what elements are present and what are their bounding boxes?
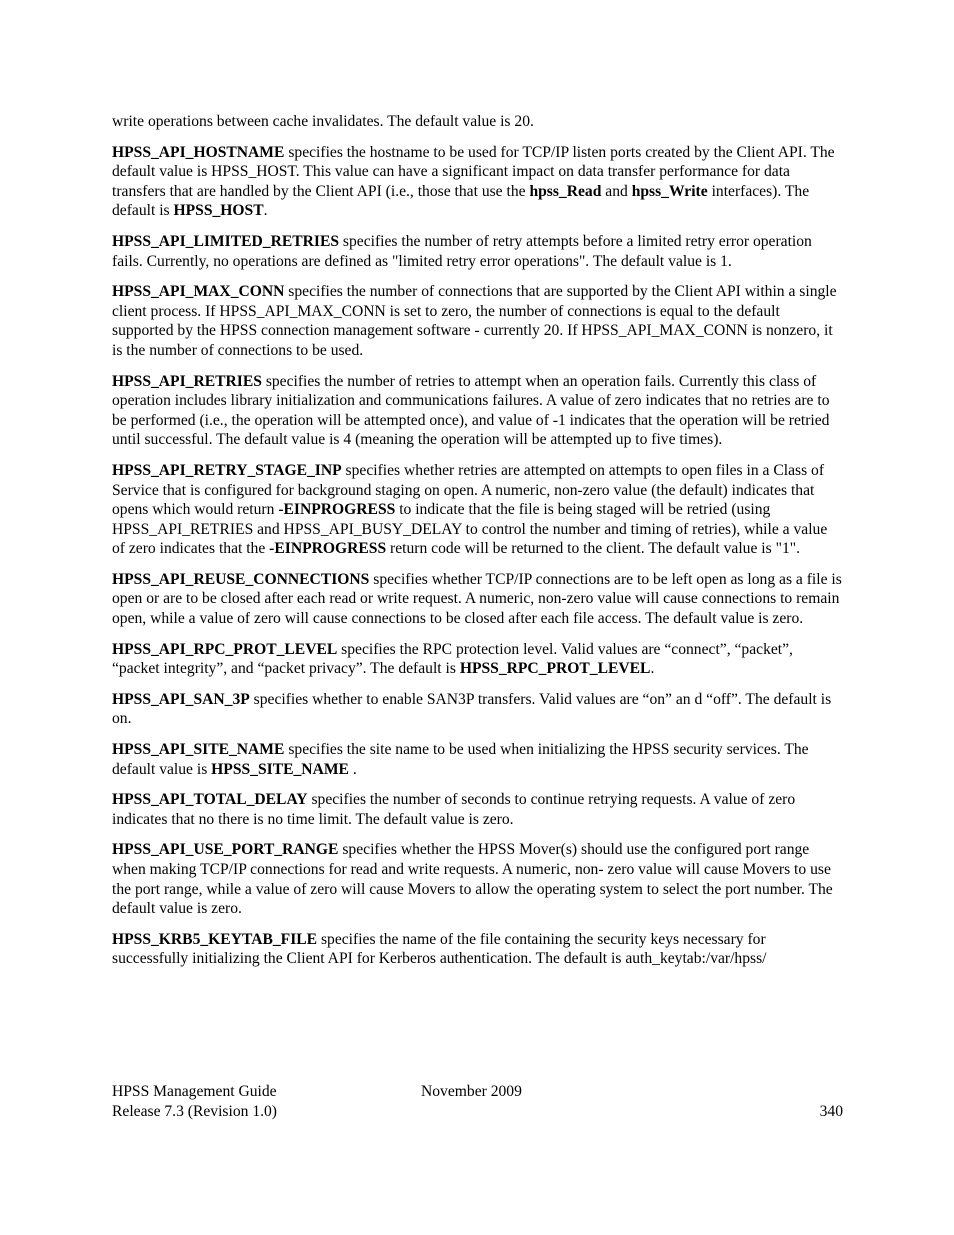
text-run: write operations between cache invalidates. The default value is 20.	[112, 113, 534, 130]
paragraph	[112, 690, 843, 729]
paragraph	[112, 930, 843, 969]
text-run: specifies the RPC protection level. Valid values are “connect”, “packet”, “packet integrity”, and “packet privacy”. The default is	[112, 640, 793, 678]
bold-term: hpss_Write	[631, 182, 708, 200]
bold-term: HPSS_API_REUSE_CONNECTIONS	[112, 570, 370, 588]
bold-term: HPSS_HOST	[173, 202, 264, 220]
paragraph	[112, 840, 843, 918]
paragraph	[112, 143, 843, 221]
bold-term: HPSS_API_RPC_PROT_LEVEL	[112, 640, 338, 658]
bold-term: HPSS_SITE_NAME	[211, 760, 349, 778]
bold-term: HPSS_API_USE_PORT_RANGE	[112, 841, 339, 859]
text-run: specifies the name of the file containing the security keys necessary for successfully initializing the Client API for Kerberos authentication. The default is auth_keytab:/var/hpss/	[112, 930, 767, 968]
footer-guide-title: HPSS Management Guide	[112, 1083, 277, 1100]
bold-term: HPSS_API_TOTAL_DELAY	[112, 791, 308, 809]
bold-term: HPSS_KRB5_KEYTAB_FILE	[112, 930, 318, 948]
bold-term: -EINPROGRESS	[269, 540, 387, 558]
text-run: to indicate that the file is being staged will be retried (using HPSS_API_RETRIES and HPSS_API_BUSY_DELAY to control the number and timing of retries), while a value of zero indicates that the	[112, 501, 828, 558]
footer-date: November 2009	[421, 1083, 522, 1100]
text-run: specifies whether the HPSS Mover(s) should use the configured port range when making TCP/IP connections for read and write requests. A numeric, non- zero value will cause Movers to use the port range, while a value of zero will cause Movers to allow the operating system to select the port number. The default value is zero.	[112, 841, 833, 918]
text-run: specifies whether to enable SAN3P transfers. Valid values are “on” an d “off”. The default is on.	[112, 690, 832, 728]
bold-term: -EINPROGRESS	[278, 501, 396, 519]
bold-term: HPSS_API_RETRY_STAGE_INP	[112, 461, 342, 479]
bold-term: HPSS_API_RETRIES	[112, 372, 262, 390]
paragraph	[112, 570, 843, 629]
paragraph	[112, 372, 843, 450]
paragraph	[112, 740, 843, 779]
paragraph	[112, 232, 843, 271]
bold-term: HPSS_RPC_PROT_LEVEL	[459, 660, 651, 678]
bold-term: HPSS_API_HOSTNAME	[112, 143, 285, 161]
text-run: specifies the number of retry attempts before a limited retry error operation fails. Currently, no operations are defined as "limited retry error operations". The default value is 1.	[112, 232, 812, 270]
bold-term: HPSS_API_MAX_CONN	[112, 283, 285, 301]
text-run: return code will be returned to the client. The default value is "1".	[386, 540, 800, 558]
text-run: specifies whether retries are attempted on attempts to open files in a Class of Service that is configured for background staging on open. A numeric, non-zero value (the default) indicates that opens which would return	[112, 461, 825, 519]
text-run: specifies the number of connections that are supported by the Client API within a single client process. If HPSS_API_MAX_CONN is set to zero, the number of connections is equal to the default supported by the HPSS connection management software - currently 20. If HPSS_API_MAX_CONN is nonzero, it is the number of connections to be used.	[112, 283, 837, 359]
text-run: specifies the number of retries to attempt when an operation fails. Currently this class of operation includes library initialization and communications failures. A value of zero indicates that no retries are to be performed (i.e., the operation will be attempted once), and value of -1 indicates that the operation will be retried until successful. The default value is 4 (meaning the operation will be attempted up to five times).	[112, 372, 830, 449]
text-run: specifies the site name to be used when initializing the HPSS security services. The default value is	[112, 741, 809, 778]
paragraph	[112, 112, 843, 132]
text-run: .	[263, 202, 268, 220]
paragraph	[112, 640, 843, 679]
footer-page-number: 340	[819, 1103, 843, 1120]
text-run: .	[650, 660, 655, 678]
text-run: specifies the hostname to be used for TCP/IP listen ports created by the Client API. The default value is HPSS_HOST. This value can have a significant impact on data transfer performance for data transfers that are handled by the Client API (i.e., those that use the	[112, 143, 835, 200]
bold-term: hpss_Read	[529, 182, 602, 200]
text-run: and	[601, 182, 632, 200]
text-run: specifies the number of seconds to continue retrying requests. A value of zero indicates that no there is no time limit. The default value is zero.	[112, 791, 796, 828]
footer-release: Release 7.3 (Revision 1.0)	[112, 1103, 277, 1120]
text-run: specifies whether TCP/IP connections are to be left open as long as a file is open or are to be closed after each read or write request. A numeric, non-zero value will cause connections to remain open, while a value of zero will cause connections to be closed after each file access. The default value is zero.	[112, 570, 842, 628]
footer-left	[112, 1082, 277, 1122]
page-body	[112, 112, 843, 980]
paragraph	[112, 282, 843, 360]
bold-term: HPSS_API_LIMITED_RETRIES	[112, 232, 340, 250]
bold-term: HPSS_API_SAN_3P	[112, 690, 250, 708]
paragraph	[112, 461, 843, 559]
paragraph	[112, 790, 843, 829]
text-run: .	[348, 760, 357, 778]
text-run: interfaces). The default is	[112, 182, 810, 220]
bold-term: HPSS_API_SITE_NAME	[112, 741, 285, 759]
